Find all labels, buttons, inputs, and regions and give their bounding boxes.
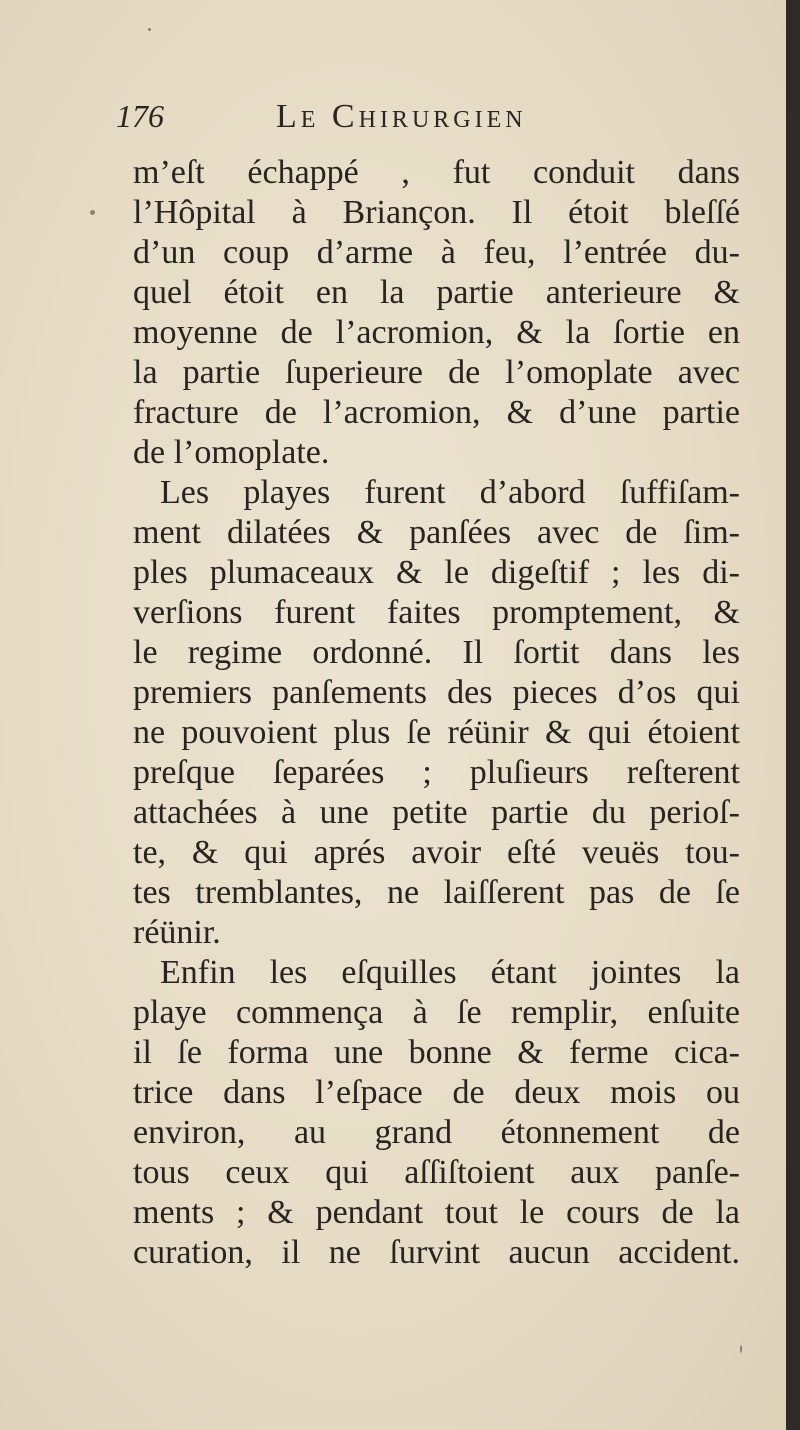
text-line: l’Hôpital à Briançon. Il étoit bleſſé [133, 194, 740, 231]
text-line: ment dilatées & panſées avec de ſim- [133, 514, 740, 551]
text-line: réünir. [133, 914, 221, 951]
paper-speck [90, 210, 95, 215]
text-line: Enfin les eſquilles étant jointes la [160, 954, 740, 991]
paper-speck [148, 28, 151, 31]
text-line: m’eſt échappé , fut conduit dans [133, 154, 740, 191]
text-line: trice dans l’eſpace de deux mois ou [133, 1074, 740, 1111]
text-line: ments ; & pendant tout le cours de la [133, 1194, 740, 1231]
running-title: Le Chirurgien [276, 98, 527, 135]
text-line: attachées à une petite partie du perioſ- [133, 794, 740, 831]
text-line: le regime ordonné. Il ſortit dans les [133, 634, 740, 671]
text-line: playe commença à ſe remplir, enſuite [133, 994, 740, 1031]
text-line: d’un coup d’arme à feu, l’entrée du- [133, 234, 740, 271]
text-line: tous ceux qui aſſiſtoient aux panſe- [133, 1154, 740, 1191]
text-line: de l’omoplate. [133, 434, 330, 471]
text-line: te, & qui aprés avoir eſté veuës tou- [133, 834, 740, 871]
text-line: premiers panſements des pieces d’os qui [133, 674, 740, 711]
page-edge-shadow [786, 0, 800, 1430]
text-line: tes tremblantes, ne laiſſerent pas de ſe [133, 874, 740, 911]
text-line: ne pouvoient plus ſe réünir & qui étoient [133, 714, 740, 751]
text-line: la partie ſuperieure de l’omoplate avec [133, 354, 740, 391]
text-line: fracture de l’acromion, & d’une partie [133, 394, 740, 431]
text-line: verſions furent faites promptement, & [133, 594, 740, 631]
paper-speck [740, 1345, 742, 1353]
text-line: quel étoit en la partie anterieure & [133, 274, 740, 311]
text-line: curation, il ne ſurvint aucun accident. [133, 1234, 740, 1271]
text-line: moyenne de l’acromion, & la ſortie en [133, 314, 740, 351]
text-line: environ, au grand étonnement de [133, 1114, 740, 1151]
text-line: preſque ſeparées ; pluſieurs reſterent [133, 754, 740, 791]
text-line: Les playes furent d’abord ſuffiſam- [160, 474, 740, 511]
text-line: ples plumaceaux & le digeſtif ; les di- [133, 554, 740, 591]
text-line: il ſe forma une bonne & ferme cica- [133, 1034, 740, 1071]
page-number: 176 [116, 98, 164, 134]
